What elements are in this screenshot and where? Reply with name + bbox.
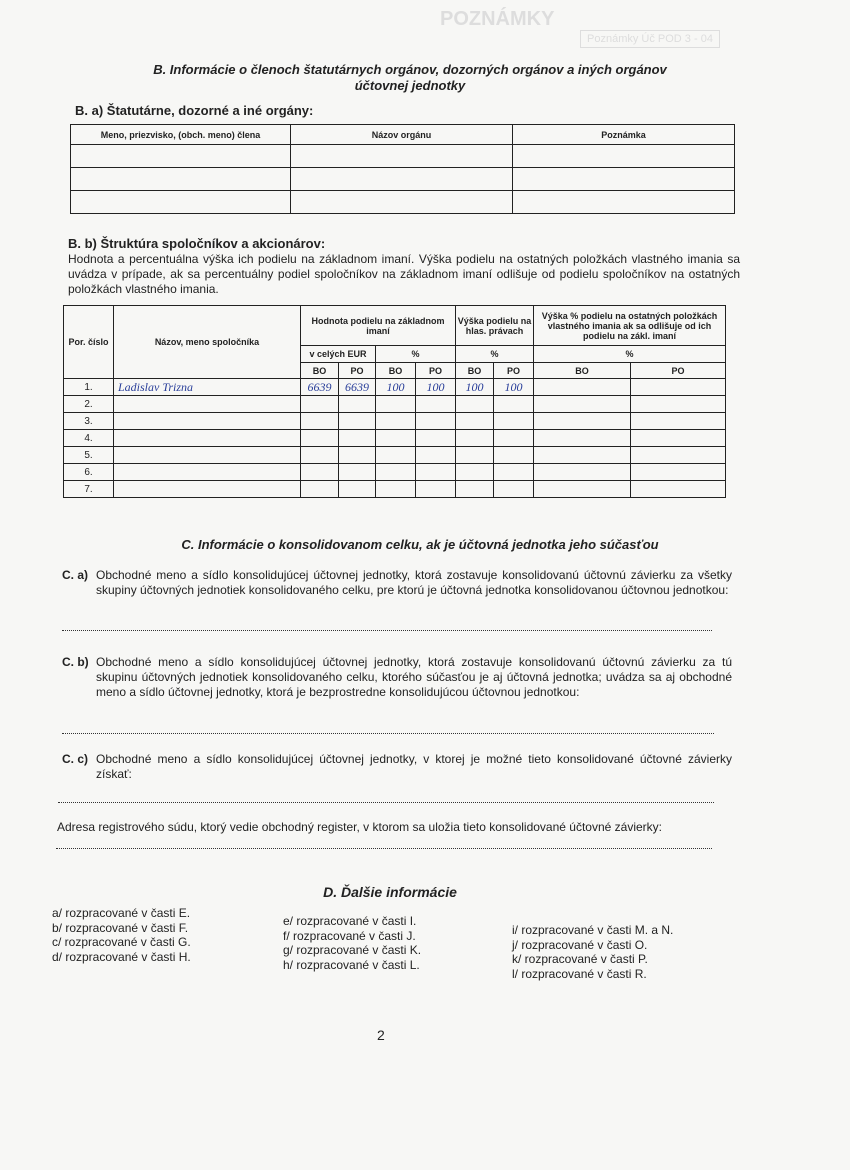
col-header-bo: BO (456, 363, 494, 379)
cell-hlas-po (494, 413, 534, 430)
table-row (71, 168, 735, 191)
section-d-col3 (512, 923, 673, 981)
registry-address-text: Adresa registrového súdu, ktorý vedie obchodný register, v ktorom sa uložia tieto konsolidované účtovné závierky: (57, 820, 662, 834)
dotted-line (62, 733, 714, 734)
table-row (64, 379, 726, 396)
col-header-pct: % (456, 346, 534, 363)
cell-eur-bo (301, 481, 339, 498)
cell-hlas-po (494, 447, 534, 464)
cell-pct-bo (376, 396, 416, 413)
ghost-code: Poznámky Úč POD 3 - 04 (580, 30, 720, 48)
cell-pct-po (416, 447, 456, 464)
table-row (71, 145, 735, 168)
shareholder-name (114, 481, 301, 498)
cell-hlas-po (494, 481, 534, 498)
section-bb-text: Hodnota a percentuálna výška ich podielu na základnom imaní. Výška podielu na ostatných položkách vlastného imania sa uvádza v prípade, ak sa percentuálny podiel spoločníkov na základnom imaní odlišuje od podielu spoločníkov na ostatných položkách vlastného imania. (68, 252, 740, 296)
cell-eur-po (339, 413, 376, 430)
row-number: 1. (64, 379, 114, 396)
cell-eur-bo (301, 430, 339, 447)
cell-ost-bo (534, 481, 631, 498)
cell-ost-bo (534, 396, 631, 413)
page-number: 2 (377, 1027, 385, 1043)
row-number: 4. (64, 430, 114, 447)
dotted-line (56, 848, 712, 849)
section-d-title: D. Ďalšie informácie (323, 884, 457, 900)
cell-hlas-po (494, 464, 534, 481)
col-header-po: PO (339, 363, 376, 379)
section-d-item: k/ rozpracované v časti P. (512, 952, 648, 966)
col-header-member: Meno, priezvisko, (obch. meno) člena (71, 125, 291, 145)
cell-ost-po (631, 379, 726, 396)
table-row (71, 191, 735, 214)
section-d-item: e/ rozpracované v časti I. (283, 914, 417, 928)
col-header-por: Por. číslo (64, 306, 114, 379)
section-d-item: l/ rozpracované v časti R. (512, 966, 647, 981)
cell-pct-po (416, 481, 456, 498)
cell-hlas-bo (456, 413, 494, 430)
section-cc (62, 752, 732, 782)
cell-eur-po: 6639 (339, 379, 376, 396)
section-d-col1 (52, 906, 191, 964)
shareholder-name: Ladislav Trizna (114, 379, 301, 396)
cell-eur-po (339, 396, 376, 413)
row-number: 2. (64, 396, 114, 413)
shareholder-name (114, 464, 301, 481)
section-d-item: a/ rozpracované v časti E. (52, 906, 191, 920)
cell-ost-po (631, 481, 726, 498)
cell-pct-bo (376, 481, 416, 498)
section-d-item: c/ rozpracované v časti G. (52, 935, 191, 949)
shareholder-name (114, 413, 301, 430)
section-c-title: C. Informácie o konsolidovanom celku, ak je účtovná jednotka jeho súčasťou (181, 537, 659, 552)
section-b-title (100, 62, 720, 94)
section-d-item: j/ rozpracované v časti O. (512, 937, 648, 952)
shareholder-name (114, 447, 301, 464)
section-cc-label: C. c) (62, 752, 89, 766)
table-row (64, 464, 726, 481)
cell-eur-bo (301, 447, 339, 464)
cell-pct-po (416, 464, 456, 481)
section-ca (62, 568, 732, 598)
cell-ost-bo (534, 379, 631, 396)
cell-eur-bo (301, 396, 339, 413)
cell-ost-po (631, 413, 726, 430)
shareholder-name (114, 430, 301, 447)
section-cb-label: C. b) (62, 655, 89, 669)
section-bb-heading: B. b) Štruktúra spoločníkov a akcionárov: (68, 236, 326, 251)
cell-ost-bo (534, 430, 631, 447)
ghost-title: POZNÁMKY (440, 8, 555, 30)
section-d-item: b/ rozpracované v časti F. (52, 920, 189, 935)
col-header-po: PO (416, 363, 456, 379)
section-cc-text: Obchodné meno a sídlo konsolidujúcej účtovnej jednotky, v ktorej je možné tieto konsolidované účtovné závierky získať: (96, 752, 732, 781)
cell-ost-bo (534, 413, 631, 430)
section-d-col2 (283, 914, 421, 972)
col-header-ostatne: Výška % podielu na ostatných položkách vlastného imania ak sa odlišuje od ich podielu na zákl. imaní (534, 306, 726, 346)
row-number: 5. (64, 447, 114, 464)
table-row (64, 447, 726, 464)
dotted-line (58, 802, 714, 803)
cell-hlas-bo (456, 430, 494, 447)
cell-pct-bo (376, 413, 416, 430)
cell-ost-po (631, 430, 726, 447)
col-header-pct: % (376, 346, 456, 363)
col-header-pct: % (534, 346, 726, 363)
col-header-note: Poznámka (513, 125, 735, 145)
cell-pct-po (416, 396, 456, 413)
cell-pct-bo (376, 464, 416, 481)
cell-ost-po (631, 396, 726, 413)
cell-eur-bo (301, 464, 339, 481)
cell-pct-bo: 100 (376, 379, 416, 396)
cell-hlas-po (494, 430, 534, 447)
col-header-organ: Názov orgánu (291, 125, 513, 145)
col-header-hodnota: Hodnota podielu na základnom imaní (301, 306, 456, 346)
cell-eur-po (339, 464, 376, 481)
cell-ost-bo (534, 464, 631, 481)
cell-eur-po (339, 481, 376, 498)
table-row (64, 430, 726, 447)
cell-ost-bo (534, 447, 631, 464)
shareholder-name (114, 396, 301, 413)
section-cb-text: Obchodné meno a sídlo konsolidujúcej účtovnej jednotky, ktorá zostavuje konsolidovanú účtovnú závierku za tú skupinu účtovných jednotiek konsolidovaného celku, ktorého súčasťou je aj účtovná jednotka; uvádza sa aj obchodné meno a sídlo účtovnej jednotky, ktorá je bezprostredne konsolidujúcou účtovnou jednotkou: (96, 655, 732, 699)
organs-table (70, 124, 735, 214)
section-ca-label: C. a) (62, 568, 89, 582)
col-header-bo: BO (534, 363, 631, 379)
row-number: 7. (64, 481, 114, 498)
section-ca-text: Obchodné meno a sídlo konsolidujúcej účtovnej jednotky, ktorá zostavuje konsolidovanú účtovnú závierku za všetky skupiny účtovných jednotiek konsolidovaného celku, pre ktorú je účtovná jednotka konsolidovanou účtovnou jednotkou: (96, 568, 732, 597)
cell-hlas-bo (456, 396, 494, 413)
cell-eur-bo: 6639 (301, 379, 339, 396)
cell-ost-po (631, 464, 726, 481)
col-header-eur: v celých EUR (301, 346, 376, 363)
section-d-item: f/ rozpracované v časti J. (283, 928, 416, 943)
section-d-item: d/ rozpracované v časti H. (52, 949, 191, 964)
cell-hlas-bo (456, 464, 494, 481)
row-number: 3. (64, 413, 114, 430)
cell-eur-po (339, 447, 376, 464)
col-header-bo: BO (376, 363, 416, 379)
section-b-title-line1: B. Informácie o členoch štatutárnych orgánov, dozorných orgánov a iných orgánov (153, 62, 667, 77)
cell-eur-po (339, 430, 376, 447)
table-row (64, 396, 726, 413)
section-d-item: h/ rozpracované v časti L. (283, 957, 420, 972)
cell-hlas-po (494, 396, 534, 413)
dotted-line (62, 630, 712, 631)
col-header-vyska: Výška podielu na hlas. právach (456, 306, 534, 346)
cell-pct-bo (376, 447, 416, 464)
shareholders-table (63, 305, 726, 498)
cell-eur-bo (301, 413, 339, 430)
col-header-name: Názov, meno spoločníka (114, 306, 301, 379)
cell-ost-po (631, 447, 726, 464)
section-ba-heading: B. a) Štatutárne, dozorné a iné orgány: (75, 103, 314, 118)
cell-hlas-bo: 100 (456, 379, 494, 396)
cell-hlas-po: 100 (494, 379, 534, 396)
table-row (64, 481, 726, 498)
col-header-po: PO (631, 363, 726, 379)
section-d-item: g/ rozpracované v časti K. (283, 943, 422, 957)
section-d-item: i/ rozpracované v časti M. a N. (512, 923, 674, 937)
cell-hlas-bo (456, 447, 494, 464)
cell-pct-po: 100 (416, 379, 456, 396)
col-header-bo: BO (301, 363, 339, 379)
cell-pct-po (416, 430, 456, 447)
section-cb (62, 655, 732, 700)
col-header-po: PO (494, 363, 534, 379)
section-b-title-line2: účtovnej jednotky (354, 78, 466, 93)
row-number: 6. (64, 464, 114, 481)
cell-pct-bo (376, 430, 416, 447)
cell-hlas-bo (456, 481, 494, 498)
table-row (64, 413, 726, 430)
cell-pct-po (416, 413, 456, 430)
